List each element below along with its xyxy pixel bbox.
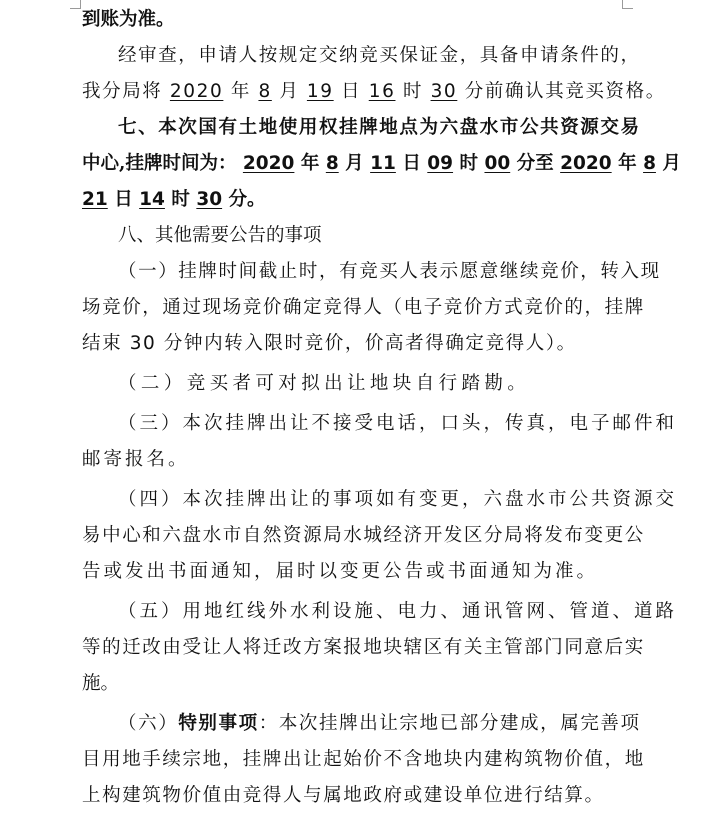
section-heading-8	[0, 218, 705, 254]
text-line-03	[0, 74, 705, 110]
text: 分。	[228, 189, 266, 210]
text: 八、其他需要公告的事项	[118, 225, 322, 246]
text: 月	[662, 153, 681, 174]
date-day: 21	[82, 189, 108, 210]
text-line-06	[0, 182, 705, 218]
text: （一）挂牌时间截止时，有竞买人表示愿意继续竞价，转入现	[118, 261, 661, 282]
date-month: 8	[258, 81, 272, 102]
text: 时	[171, 189, 190, 210]
text: ：本次挂牌出让宗地已部分建成，属完善项	[258, 713, 641, 734]
time-minute: 00	[484, 153, 511, 174]
time-hour: 16	[368, 81, 396, 102]
text-line-14	[0, 482, 705, 518]
date-year: 2020	[169, 81, 224, 102]
text: 年	[230, 81, 251, 102]
text: 结束	[82, 333, 123, 354]
text-line-18	[0, 630, 705, 666]
text: （二）竞买者可对拟出让地块自行踏勘。	[118, 373, 531, 394]
text: 等的迁改由受让人将迁改方案报地块辖区有关主管部门同意后实	[82, 637, 645, 658]
text-line-17	[0, 594, 705, 630]
text: 时	[459, 153, 479, 174]
text: （三）本次挂牌出让不接受电话，口头，传真，电子邮件和	[118, 413, 678, 434]
text: 七、本次国有土地使用权挂牌地点为六盘水市公共资源交易	[118, 117, 641, 138]
text: 告或发出书面通知，届时以变更公告或书面通知为准。	[82, 561, 599, 582]
text: 年	[300, 153, 320, 174]
text-line-13	[0, 442, 705, 478]
text-line-11	[0, 366, 705, 402]
time-hour: 14	[139, 189, 165, 210]
time-minute: 30	[196, 189, 223, 210]
date-month: 8	[325, 153, 339, 174]
text: 日	[402, 153, 421, 174]
text: 分前确认其竞买资格。	[464, 81, 666, 102]
section-heading-7	[0, 110, 705, 146]
text-line-16	[0, 554, 705, 590]
text: 月	[279, 81, 300, 102]
text: 到账为准。	[82, 9, 175, 30]
text: 日	[114, 189, 133, 210]
date-day: 11	[370, 153, 396, 174]
number: 30	[129, 333, 157, 354]
text-line-15	[0, 518, 705, 554]
text: 易中心和六盘水市自然资源局水城经济开发区分局将发布变更公	[82, 525, 645, 546]
text-line-05	[0, 146, 705, 182]
text: 分至	[516, 153, 554, 174]
date-day: 19	[306, 81, 334, 102]
text: （六）	[118, 713, 179, 734]
text: 日	[341, 81, 362, 102]
text-line-09	[0, 290, 705, 326]
text-line-22	[0, 778, 705, 814]
text: 中心,挂牌时间为：	[82, 153, 237, 174]
text-line-01	[0, 2, 705, 38]
time-hour: 09	[427, 153, 454, 174]
text: （五）用地红线外水利设施、电力、通讯管网、管道、道路	[118, 601, 678, 622]
time-minute: 30	[430, 81, 458, 102]
text: 年	[618, 153, 637, 174]
text: 经审查，申请人按规定交纳竞买保证金，具备申请条件的，	[118, 45, 641, 66]
text-line-08	[0, 254, 705, 290]
text: 场竞价，通过现场竞价确定竞得人（电子竞价方式竞价的，挂牌	[82, 297, 645, 318]
text-line-21	[0, 742, 705, 778]
special-matters-label: 特别事项	[178, 713, 259, 734]
text: 上构建筑物价值由竞得人与属地政府或建设单位进行结算。	[82, 785, 605, 806]
text: 时	[402, 81, 424, 102]
text: 分钟内转入限时竞价，价高者得确定竞得人）。	[163, 333, 577, 354]
text: 目用地手续宗地，挂牌出让起始价不含地块内建构筑物价值，地	[82, 749, 645, 770]
text-line-19	[0, 666, 705, 702]
text: （四）本次挂牌出让的事项如有变更，六盘水市公共资源交	[118, 489, 678, 510]
text: 邮寄报名。	[82, 449, 190, 470]
text: 施。	[82, 673, 120, 694]
date-month: 8	[643, 153, 656, 174]
date-year: 2020	[560, 153, 612, 174]
text-line-20	[0, 706, 705, 742]
text-line-10	[0, 326, 705, 362]
date-year: 2020	[242, 153, 295, 174]
text: 我分局将	[82, 81, 163, 102]
text-line-12	[0, 406, 705, 442]
text: 月	[345, 153, 364, 174]
text-line-02	[0, 38, 705, 74]
